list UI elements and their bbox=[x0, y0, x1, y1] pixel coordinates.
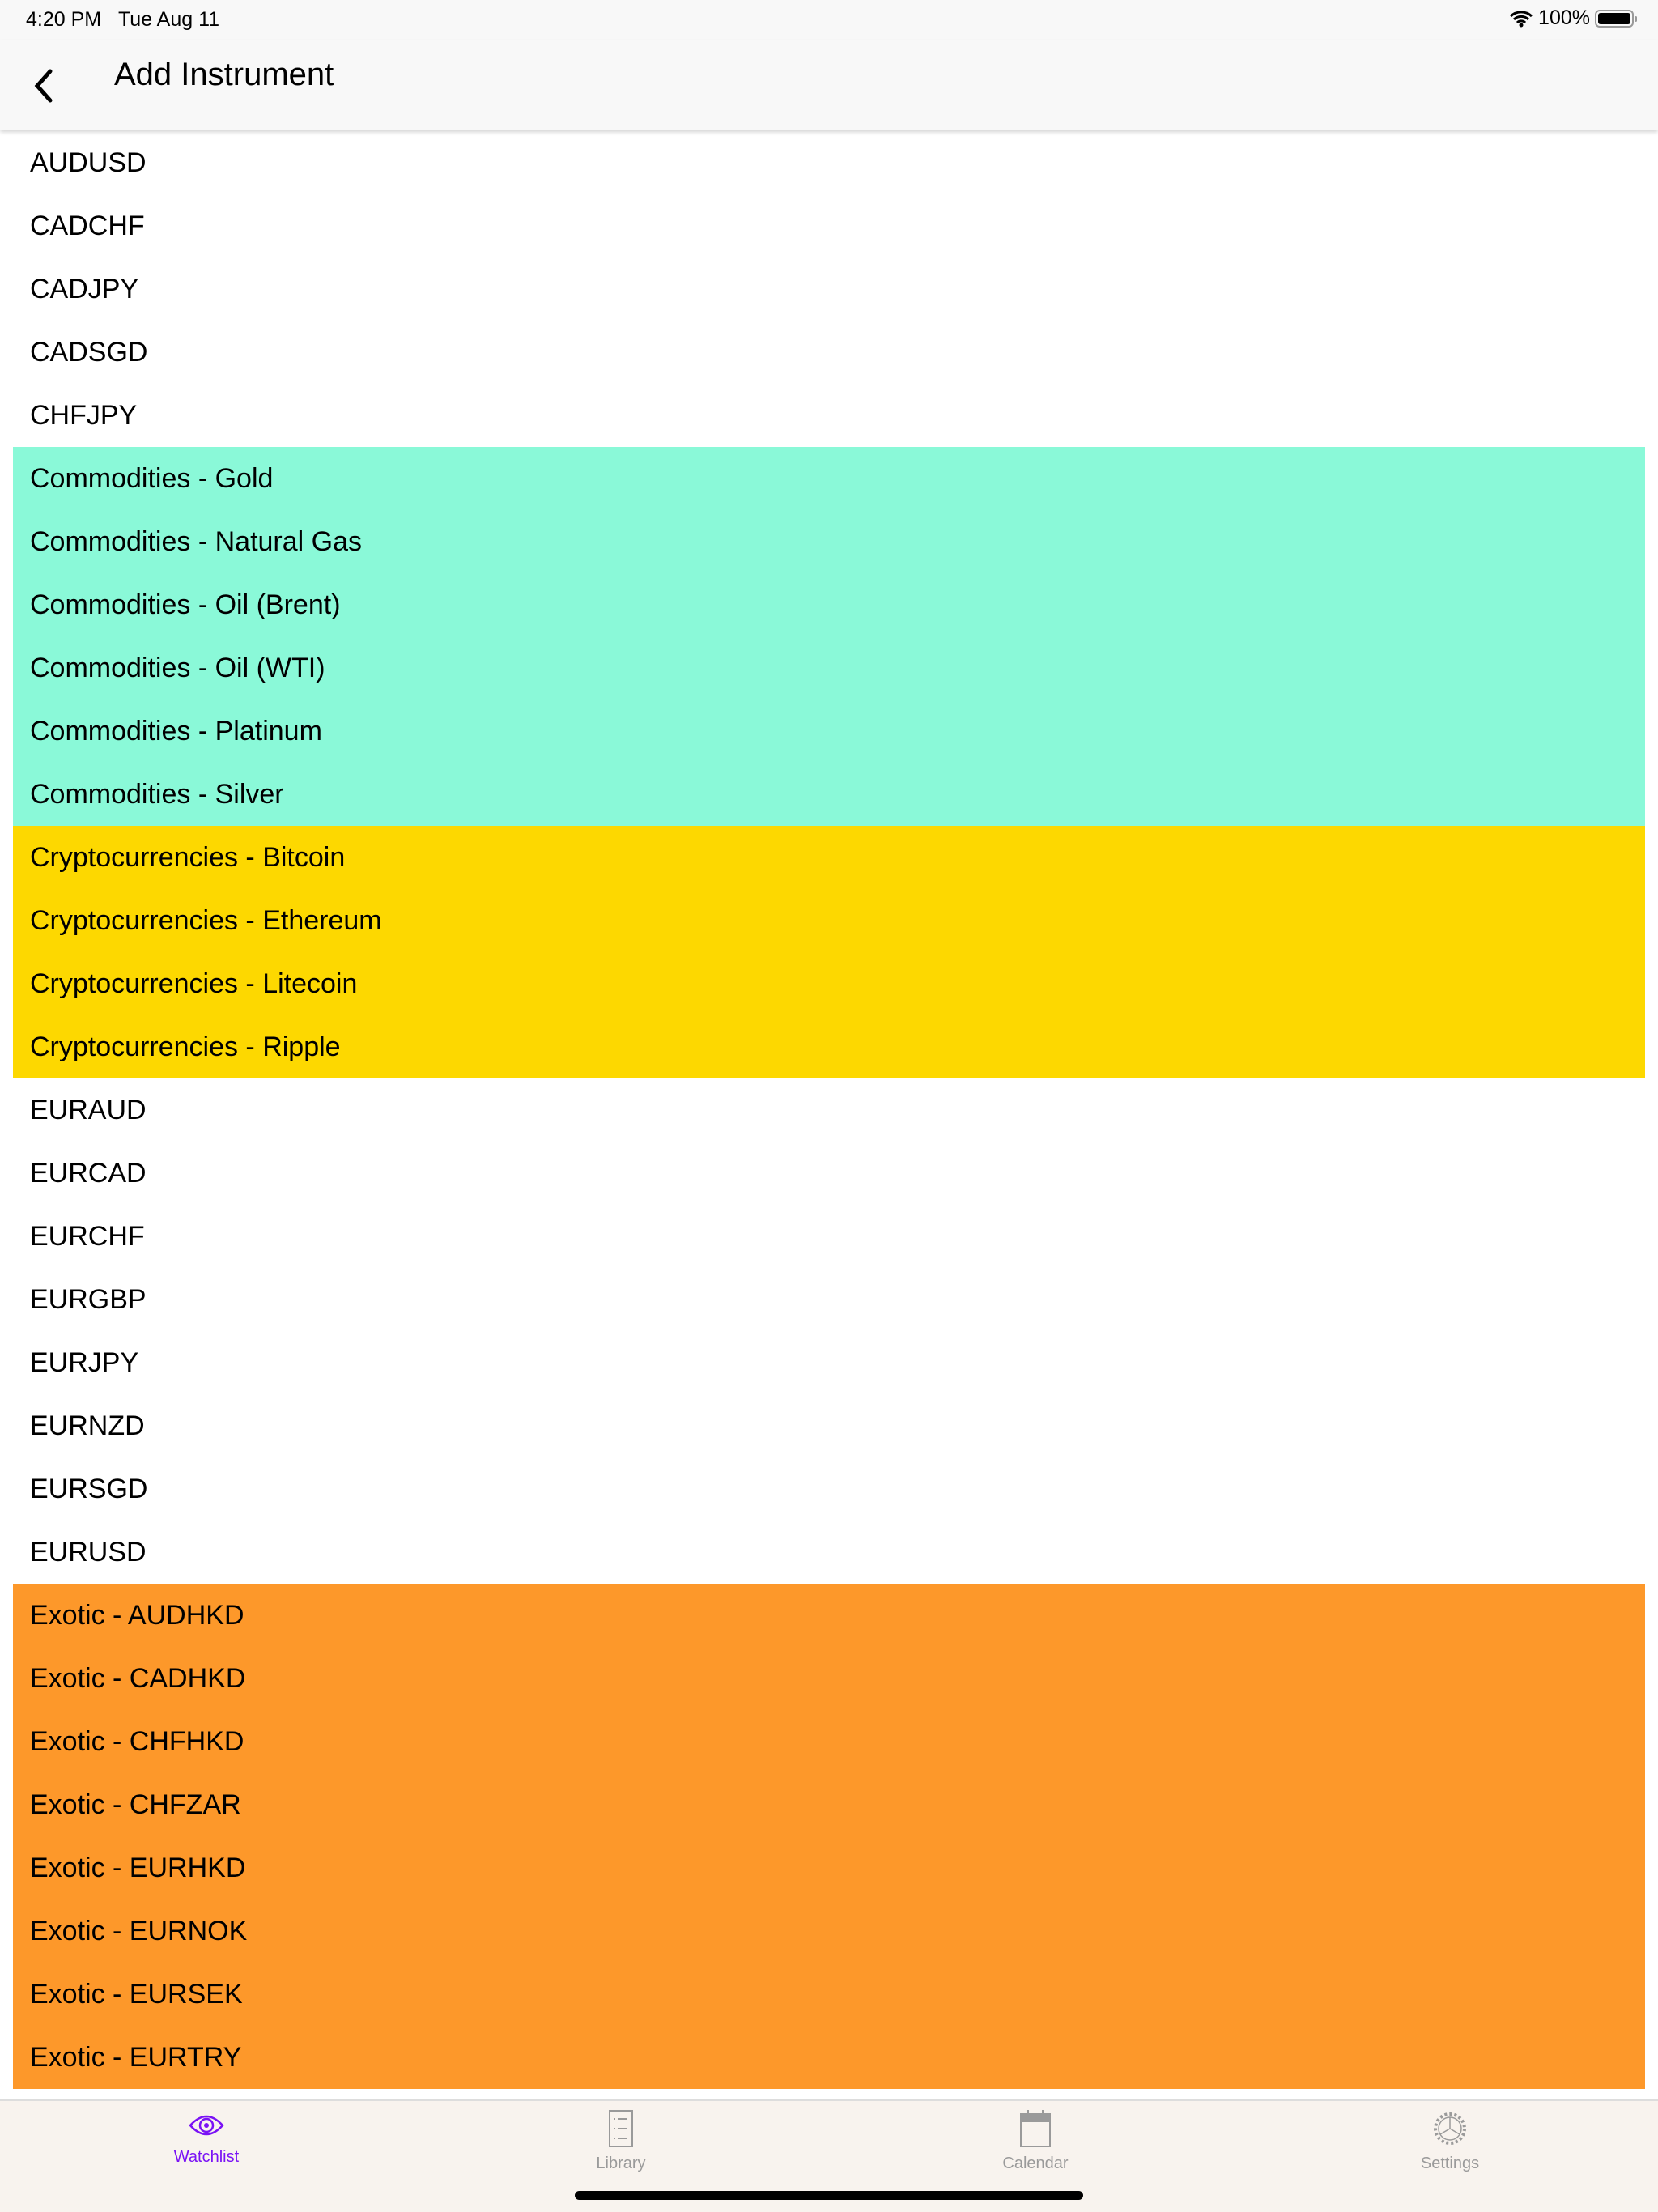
instrument-row[interactable]: CADJPY bbox=[30, 274, 139, 304]
tab-watchlist[interactable] bbox=[125, 2109, 287, 2167]
status-time bbox=[26, 8, 219, 32]
instrument-row[interactable]: Commodities - Platinum bbox=[13, 700, 1645, 763]
instrument-list bbox=[0, 131, 1658, 2089]
instrument-row[interactable]: Exotic - CHFZAR bbox=[13, 1773, 1645, 1836]
instrument-row[interactable]: Commodities - Oil (WTI) bbox=[13, 636, 1645, 700]
instrument-row[interactable]: Commodities - Oil (Brent) bbox=[13, 573, 1645, 636]
instrument-row[interactable]: Exotic - CHFHKD bbox=[13, 1710, 1645, 1773]
instrument-row[interactable]: EURJPY bbox=[30, 1347, 139, 1378]
tab-bar bbox=[0, 2099, 1658, 2212]
instrument-row[interactable]: EURCHF bbox=[30, 1221, 145, 1252]
nav-header bbox=[0, 40, 1658, 130]
wifi-icon bbox=[1509, 10, 1533, 28]
instrument-row[interactable]: CADSGD bbox=[30, 337, 148, 368]
list-icon bbox=[602, 2109, 640, 2148]
instrument-row[interactable]: CHFJPY bbox=[30, 400, 138, 431]
instrument-row[interactable]: Cryptocurrencies - Ethereum bbox=[13, 889, 1645, 952]
instrument-row[interactable]: Exotic - CADHKD bbox=[13, 1647, 1645, 1710]
instrument-row[interactable]: Exotic - EURSEK bbox=[13, 1963, 1645, 2026]
instrument-row[interactable]: Cryptocurrencies - Ripple bbox=[13, 1015, 1645, 1078]
tab-label: Calendar bbox=[1002, 2155, 1069, 2172]
instrument-row[interactable]: EURAUD bbox=[30, 1095, 147, 1125]
tab-settings[interactable] bbox=[1369, 2109, 1531, 2173]
instrument-row[interactable]: EURCAD bbox=[30, 1158, 147, 1189]
home-indicator bbox=[575, 2191, 1083, 2200]
instrument-row[interactable]: Exotic - EURTRY bbox=[13, 2026, 1645, 2089]
battery-percent: 100% bbox=[1538, 6, 1590, 29]
instrument-row[interactable]: CADCHF bbox=[30, 211, 145, 241]
instrument-row[interactable]: EURNZD bbox=[30, 1410, 145, 1441]
page-title: Add Instrument bbox=[114, 57, 334, 92]
battery-icon bbox=[1595, 10, 1634, 28]
instrument-row[interactable]: Exotic - EURNOK bbox=[13, 1899, 1645, 1963]
instrument-row[interactable]: Commodities - Gold bbox=[13, 447, 1645, 510]
instrument-row[interactable]: Cryptocurrencies - Bitcoin bbox=[13, 826, 1645, 889]
time-text: 4:20 PM bbox=[26, 8, 102, 31]
date-text: Tue Aug 11 bbox=[117, 8, 220, 31]
tab-calendar[interactable] bbox=[954, 2109, 1116, 2173]
instrument-row[interactable]: Commodities - Natural Gas bbox=[13, 510, 1645, 573]
tab-label: Library bbox=[596, 2155, 646, 2172]
instrument-row[interactable]: EURUSD bbox=[30, 1537, 147, 1568]
status-right bbox=[1509, 6, 1634, 30]
calendar-icon bbox=[1017, 2109, 1054, 2148]
tab-label: Settings bbox=[1420, 2155, 1480, 2172]
instrument-row[interactable]: AUDUSD bbox=[30, 147, 147, 178]
tab-label: Watchlist bbox=[173, 2148, 240, 2166]
back-chevron-icon[interactable] bbox=[29, 62, 62, 110]
status-bar bbox=[0, 0, 1658, 40]
tab-library[interactable] bbox=[540, 2109, 702, 2173]
instrument-row[interactable]: Exotic - AUDHKD bbox=[13, 1584, 1645, 1647]
gear-icon bbox=[1431, 2109, 1469, 2148]
eye-icon bbox=[188, 2109, 225, 2142]
instrument-row[interactable]: Commodities - Silver bbox=[13, 763, 1645, 826]
instrument-row[interactable]: Exotic - EURHKD bbox=[13, 1836, 1645, 1899]
instrument-row[interactable]: EURSGD bbox=[30, 1474, 148, 1504]
instrument-row[interactable]: Cryptocurrencies - Litecoin bbox=[13, 952, 1645, 1015]
instrument-row[interactable]: EURGBP bbox=[30, 1284, 147, 1315]
